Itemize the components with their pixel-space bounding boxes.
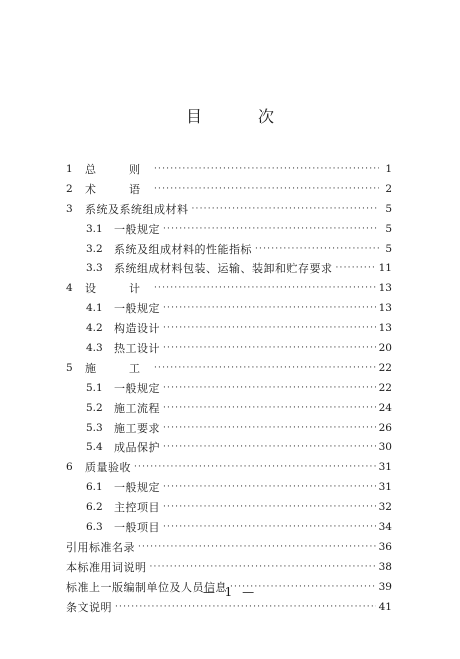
page-number: — 1 — [202, 585, 258, 599]
toc-entry-page: 34 [378, 521, 392, 534]
toc-leader-dots [163, 498, 376, 518]
toc-entry[interactable] [66, 279, 392, 299]
toc-entry-page: 13 [378, 322, 392, 335]
toc-entry-number: 3 [66, 202, 73, 215]
toc-leader-dots [336, 259, 376, 279]
toc-entry-page: 13 [378, 282, 392, 295]
toc-leader-dots [163, 419, 376, 439]
toc-leader-dots [163, 379, 376, 399]
toc-entry-page: 1 [385, 163, 392, 175]
toc-entry-title: 一般规定 [114, 302, 160, 316]
toc-entry-number: 5 [66, 361, 73, 374]
toc-entry-number: 6.1 [86, 481, 103, 494]
toc-entry[interactable] [66, 518, 392, 538]
toc-entry[interactable] [66, 399, 392, 419]
toc-entry-page: 24 [378, 401, 392, 414]
toc-entry-title: 一般项目 [114, 521, 160, 535]
toc-leader-dots [115, 598, 376, 618]
toc-entry-title: 质量验收 [85, 461, 131, 475]
toc-entry[interactable] [66, 200, 392, 220]
toc-entry-title: 标准上一版编制单位及人员信息 [66, 580, 227, 594]
toc-entry-page: 32 [378, 501, 392, 514]
toc-entry[interactable] [66, 379, 392, 399]
toc-entry-title: 总 则 [85, 163, 151, 176]
toc-leader-dots [255, 240, 379, 260]
toc-leader-dots [163, 319, 376, 339]
toc-entry-number: 2 [66, 182, 73, 195]
toc-entry-title: 系统组成材料包装、运输、装卸和贮存要求 [114, 262, 333, 276]
toc-entry-number: 6.3 [86, 521, 103, 534]
page-title: 目 次 [185, 107, 294, 126]
toc-entry-title: 术 语 [85, 182, 151, 196]
toc-entry-number: 3.3 [86, 262, 103, 275]
toc-entry-page: 2 [385, 182, 392, 195]
toc-entry-page: 13 [378, 302, 392, 315]
toc-entry-number: 1 [66, 163, 73, 175]
toc-entry-title: 主控项目 [114, 501, 160, 515]
toc-entry[interactable] [66, 498, 392, 518]
toc-entry-page: 20 [378, 342, 392, 355]
toc-entry-title: 构造设计 [114, 322, 160, 336]
toc-entry[interactable] [66, 558, 392, 578]
toc-entry[interactable] [66, 458, 392, 478]
toc-entry-title: 热工设计 [114, 342, 160, 356]
toc-entry-number: 5.4 [86, 441, 103, 454]
toc-entry-page: 5 [385, 242, 392, 255]
toc-entry-title: 成品保护 [114, 441, 160, 455]
toc-entry[interactable] [66, 299, 392, 319]
toc-entry-title: 一般规定 [114, 481, 160, 495]
toc-entry-page: 41 [378, 600, 392, 613]
toc-leader-dots [150, 558, 376, 578]
toc-entry-page: 31 [378, 481, 392, 494]
toc-entry-page: 5 [385, 222, 392, 235]
toc-leader-dots [154, 180, 379, 200]
toc-leader-dots [163, 220, 379, 240]
toc-entry-number: 5.2 [86, 401, 103, 414]
toc-entry-title: 施工流程 [114, 401, 160, 415]
toc-leader-dots [154, 160, 379, 180]
toc-leader-dots [163, 399, 376, 419]
toc-entry[interactable] [66, 319, 392, 339]
toc-entry-number: 6 [66, 461, 73, 474]
toc-leader-dots [154, 279, 376, 299]
toc-entry[interactable] [66, 259, 392, 279]
toc-entry-number: 4.1 [86, 302, 103, 315]
toc-leader-dots [163, 339, 376, 359]
toc-entry-number: 3.2 [86, 242, 103, 255]
toc-entry-page: 30 [378, 441, 392, 454]
toc-entry[interactable] [66, 160, 392, 180]
toc-entry[interactable] [66, 438, 392, 458]
toc-entry-title: 一般规定 [114, 222, 160, 236]
toc-entry-number: 5.3 [86, 421, 103, 434]
toc-entry-title: 一般规定 [114, 381, 160, 395]
toc-entry[interactable] [66, 220, 392, 240]
toc-entry-number: 5.1 [86, 381, 103, 394]
toc-leader-dots [134, 458, 376, 478]
toc-entry[interactable] [66, 359, 392, 379]
toc-entry[interactable] [66, 180, 392, 200]
toc-entry-title: 施工要求 [114, 421, 160, 435]
toc-entry-number: 4.2 [86, 322, 103, 335]
toc-entry[interactable] [66, 339, 392, 359]
toc-entry-page: 5 [385, 202, 392, 215]
toc-entry-page: 22 [378, 381, 392, 394]
toc-entry-title: 系统及组成材料的性能指标 [114, 242, 252, 256]
toc-leader-dots [192, 200, 380, 220]
toc-leader-dots [138, 538, 376, 558]
toc-entry-title: 设 计 [85, 282, 151, 296]
toc-leader-dots [163, 518, 376, 538]
toc-entry-number: 4 [66, 282, 73, 295]
toc-entry-page: 31 [378, 461, 392, 474]
toc-entry-title: 条文说明 [66, 600, 112, 614]
toc-entry-page: 39 [378, 580, 392, 593]
toc-entry[interactable] [66, 598, 392, 618]
toc-leader-dots [154, 359, 376, 379]
toc-entry-page: 38 [378, 560, 392, 573]
toc-entry-page: 11 [378, 262, 392, 275]
toc-entry-number: 4.3 [86, 342, 103, 355]
toc-entry-page: 36 [378, 540, 392, 553]
toc-entry-page: 22 [378, 361, 392, 374]
toc-entry-number: 3.1 [86, 222, 103, 235]
toc-entry-page: 26 [378, 421, 392, 434]
toc-entry-number: 6.2 [86, 501, 103, 514]
toc-entry[interactable] [66, 478, 392, 498]
toc-entry[interactable] [66, 538, 392, 558]
toc-entry-title: 引用标准名录 [66, 540, 135, 554]
toc-entry-title: 施 工 [85, 361, 151, 375]
toc-entry-title: 系统及系统组成材料 [85, 202, 189, 216]
table-of-contents [66, 160, 392, 617]
toc-entry[interactable] [66, 240, 392, 260]
toc-leader-dots [163, 438, 376, 458]
toc-entry[interactable] [66, 419, 392, 439]
toc-entry-title: 本标准用词说明 [66, 560, 147, 574]
toc-leader-dots [163, 478, 376, 498]
toc-leader-dots [163, 299, 376, 319]
